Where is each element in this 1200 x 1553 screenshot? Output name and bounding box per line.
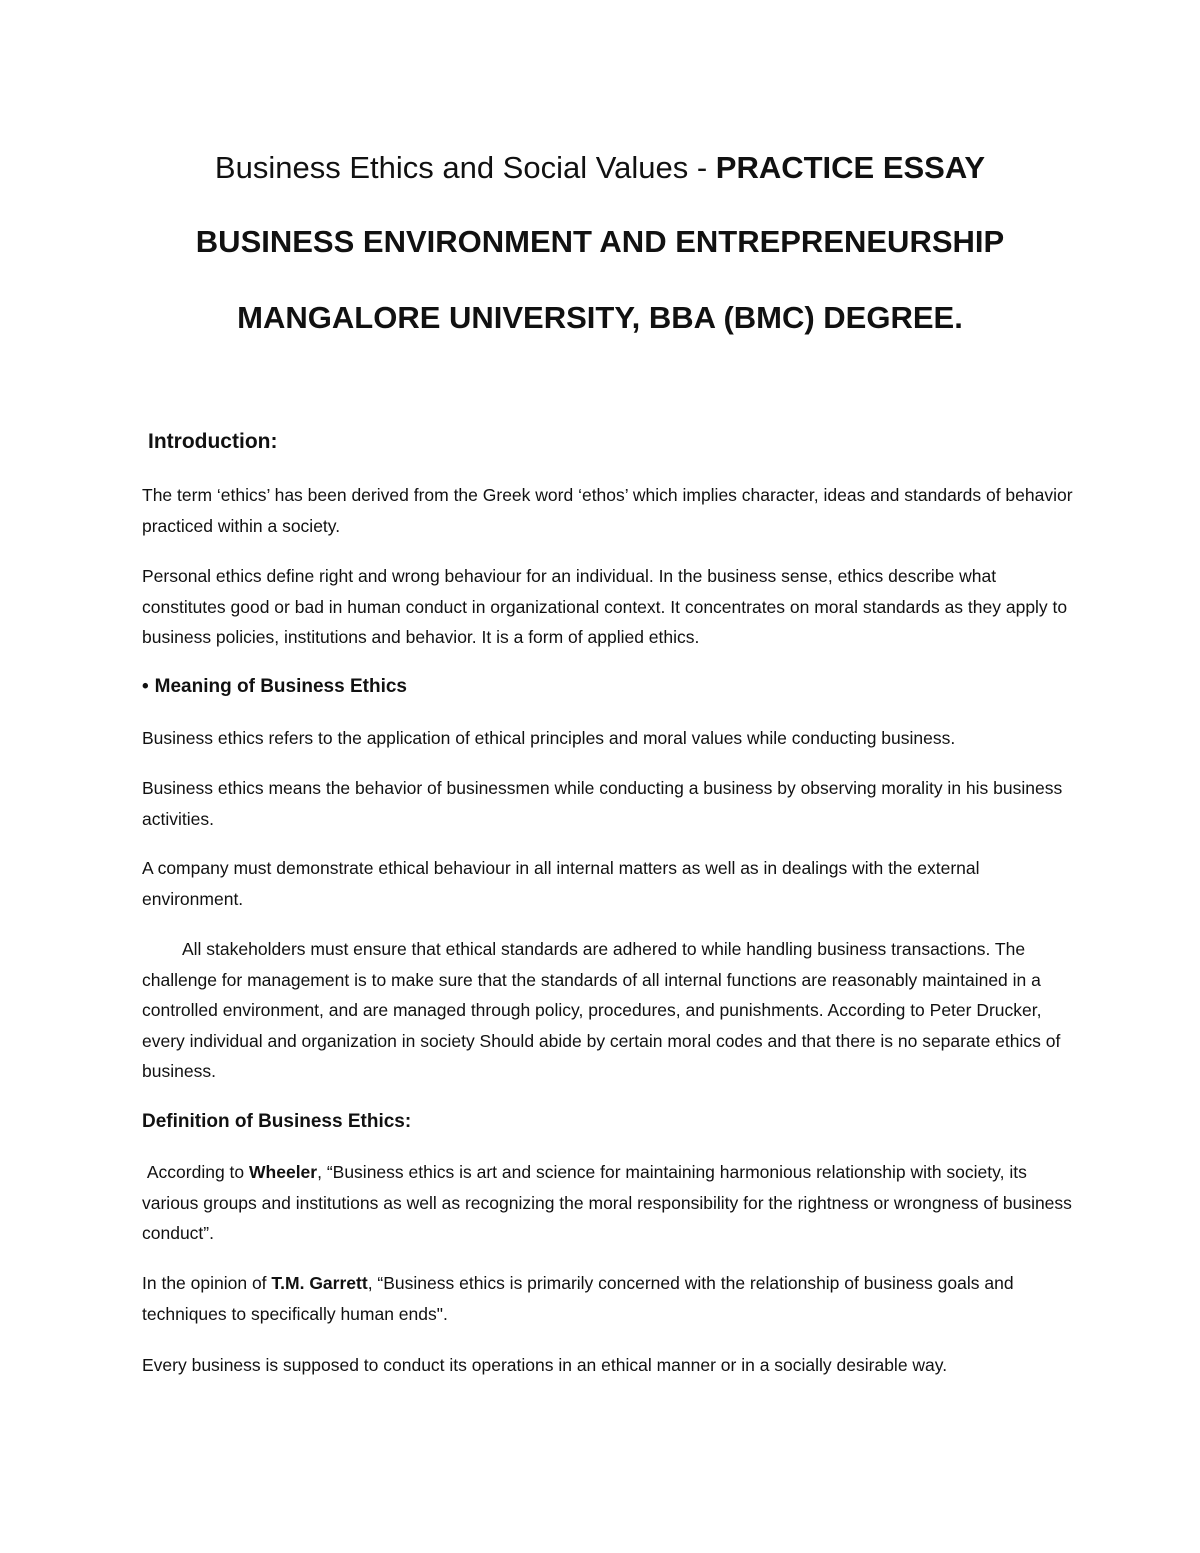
personal-ethics-paragraph bbox=[142, 561, 1078, 653]
definition-heading: Definition of Business Ethics: bbox=[142, 1111, 412, 1132]
definition-quote: , “Business ethics is art and science for maintaining harmonious relationship with society, its various groups and institutions as well as recognizing the moral responsibility for the rightness or wrongness of business conduct”. bbox=[142, 1162, 1072, 1243]
meaning-paragraph-4 bbox=[142, 934, 1078, 1087]
introduction-paragraph bbox=[142, 480, 1078, 541]
paragraph-text: Every business is supposed to conduct its operations in an ethical manner or in a socially desirable way. bbox=[142, 1355, 948, 1375]
definition-prefix: In the opinion of bbox=[142, 1273, 272, 1293]
meaning-paragraph-3 bbox=[142, 853, 1078, 914]
paragraph-text: Business ethics means the behavior of businessmen while conducting a business by observing morality in his business activities. bbox=[142, 778, 1063, 829]
paragraph-text: A company must demonstrate ethical behaviour in all internal matters as well as in dealings with the external environment. bbox=[142, 858, 980, 909]
author-name: T.M. Garrett bbox=[271, 1273, 368, 1293]
paragraph-text: Personal ethics define right and wrong behaviour for an individual. In the business sense, ethics describe what constitutes good or bad in human conduct in organizational context. It concentrates on moral standards as they apply to business policies, institutions and behavior. It is a form of applied ethics. bbox=[142, 566, 1068, 647]
paragraph-wrapper bbox=[142, 934, 1078, 1087]
title-essay-label: PRACTICE ESSAY bbox=[715, 150, 986, 185]
meaning-paragraph-1 bbox=[142, 723, 1078, 754]
title-line-2: BUSINESS ENVIRONMENT AND ENTREPRENEURSHIP bbox=[195, 224, 1005, 259]
meaning-paragraph-2 bbox=[142, 773, 1078, 834]
closing-paragraph bbox=[142, 1350, 1078, 1381]
definition-garrett-paragraph bbox=[142, 1268, 1078, 1329]
bullet-icon: • bbox=[142, 676, 149, 697]
paragraph-text: Business ethics refers to the application of ethical principles and moral values while conducting business. bbox=[142, 728, 956, 748]
title-line-1 bbox=[0, 148, 1200, 188]
paragraph-text: All stakeholders must ensure that ethical standards are adhered to while handling business transactions. The challenge for management is to make sure that the standards of all internal functions are reasonably maintained in a controlled environment, and are managed through policy, procedures, and punishments. According to Peter Drucker, every individual and organization in society Should abide by certain moral codes and that there is no separate ethics of business. bbox=[142, 939, 1061, 1081]
meaning-heading bbox=[142, 672, 407, 702]
paragraph-wrapper bbox=[142, 1157, 1078, 1249]
introduction-heading: Introduction: bbox=[148, 430, 278, 453]
definition-prefix: According to bbox=[146, 1162, 250, 1182]
paragraph-wrapper bbox=[142, 1268, 1078, 1329]
author-name: Wheeler bbox=[249, 1162, 318, 1182]
definition-wheeler-paragraph bbox=[142, 1157, 1078, 1249]
meaning-heading-text: Meaning of Business Ethics bbox=[154, 676, 407, 697]
definition-quote: , “Business ethics is primarily concerned with the relationship of business goals and techniques to specifically human ends". bbox=[142, 1273, 1014, 1324]
title-line-3: MANGALORE UNIVERSITY, BBA (BMC) DEGREE. bbox=[237, 300, 963, 335]
paragraph-text: The term ‘ethics’ has been derived from the Greek word ‘ethos’ which implies character, ideas and standards of behavior practiced within a society. bbox=[142, 485, 1073, 536]
title-subject: Business Ethics and Social Values - bbox=[214, 150, 716, 185]
